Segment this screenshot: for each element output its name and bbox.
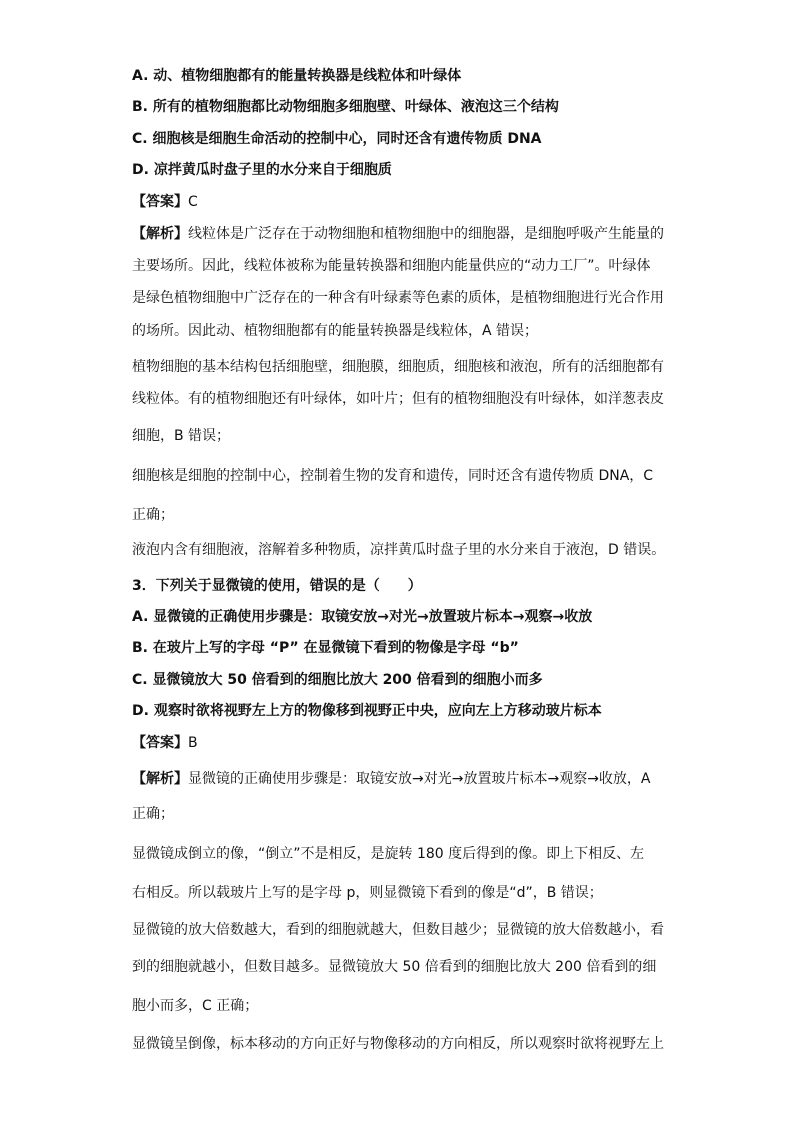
q3-analysis-line (132, 769, 651, 789)
analysis-text: 显微镜的正确使用步骤是：取镜安放→对光→放置玻片标本→观察→收放，A (188, 771, 651, 787)
q3-option-c: C. 显微镜放大 50 倍看到的细胞比放大 200 倍看到的细胞小而多 (132, 672, 543, 688)
q3-answer (132, 733, 198, 753)
q2-answer (132, 192, 198, 212)
q3-analysis-line: 右相反。所以载玻片上写的是字母 p，则显微镜下看到的像是“d”，B 错误； (132, 885, 603, 901)
analysis-label: 【解析】 (132, 771, 188, 787)
q3-analysis-line: 到的细胞就越小，但数目越多。显微镜放大 50 倍看到的细胞比放大 200 倍看到的细 (132, 959, 657, 975)
q2-analysis-line: 植物细胞的基本结构包括细胞壁，细胞膜，细胞质，细胞核和液泡，所有的活细胞都有 (132, 359, 664, 375)
q3-option-b: B. 在玻片上写的字母 “P” 在显微镜下看到的物像是字母 “b” (132, 640, 519, 656)
q3-analysis-line: 显微镜的放大倍数越大，看到的细胞就越大，但数目越少；显微镜的放大倍数越小，看 (132, 922, 664, 938)
q2-analysis-line: 线粒体。有的植物细胞还有叶绿体，如叶片；但有的植物细胞没有叶绿体，如洋葱表皮 (132, 391, 664, 407)
analysis-text: 线粒体是广泛存在于动物细胞和植物细胞中的细胞器，是细胞呼吸产生能量的 (188, 226, 664, 242)
q2-analysis-line: 细胞，B 错误； (132, 428, 231, 444)
answer-label: 【答案】 (132, 194, 188, 210)
q2-analysis-line: 的场所。因此动、植物细胞都有的能量转换器是线粒体，A 错误； (132, 323, 539, 339)
q2-analysis-line: 液泡内含有细胞液，溶解着多种物质，凉拌黄瓜时盘子里的水分来自于液泡，D 错误。 (132, 542, 666, 558)
q2-option-d: D. 凉拌黄瓜时盘子里的水分来自于细胞质 (132, 162, 392, 178)
q3-analysis-line: 正确； (132, 806, 174, 822)
answer-label: 【答案】 (132, 735, 188, 751)
q3-analysis-line: 显微镜呈倒像，标本移动的方向正好与物像移动的方向相反，所以观察时欲将视野左上 (132, 1036, 664, 1052)
q3-analysis-line: 胞小而多，C 正确； (132, 998, 259, 1014)
q2-option-b: B. 所有的植物细胞都比动物细胞多细胞壁、叶绿体、液泡这三个结构 (132, 99, 559, 115)
q3-option-a: A. 显微镜的正确使用步骤是：取镜安放→对光→放置玻片标本→观察→收放 (132, 609, 593, 625)
analysis-label: 【解析】 (132, 226, 188, 242)
q3-stem: 3．下列关于显微镜的使用，错误的是（ ） (132, 578, 422, 594)
q2-analysis-line: 正确； (132, 507, 174, 523)
answer-value: C (188, 194, 198, 210)
q2-analysis-line: 细胞核是细胞的控制中心，控制着生物的发育和遗传，同时还含有遗传物质 DNA，C (132, 468, 654, 484)
q3-option-d: D. 观察时欲将视野左上方的物像移到视野正中央，应向左上方移动玻片标本 (132, 703, 602, 719)
q2-option-c: C. 细胞核是细胞生命活动的控制中心，同时还含有遗传物质 DNA (132, 131, 542, 147)
q2-analysis-line: 主要场所。因此，线粒体被称为能量转换器和细胞内能量供应的“动力工厂”。叶绿体 (132, 258, 651, 274)
q2-analysis-line: 是绿色植物细胞中广泛存在的一种含有叶绿素等色素的质体，是植物细胞进行光合作用 (132, 290, 664, 306)
q2-option-a: A. 动、植物细胞都有的能量转换器是线粒体和叶绿体 (132, 68, 462, 84)
q2-analysis-line (132, 224, 664, 244)
q3-analysis-line: 显微镜成倒立的像，“倒立”不是相反，是旋转 180 度后得到的像。即上下相反、左 (132, 846, 645, 862)
answer-value: B (188, 735, 198, 751)
